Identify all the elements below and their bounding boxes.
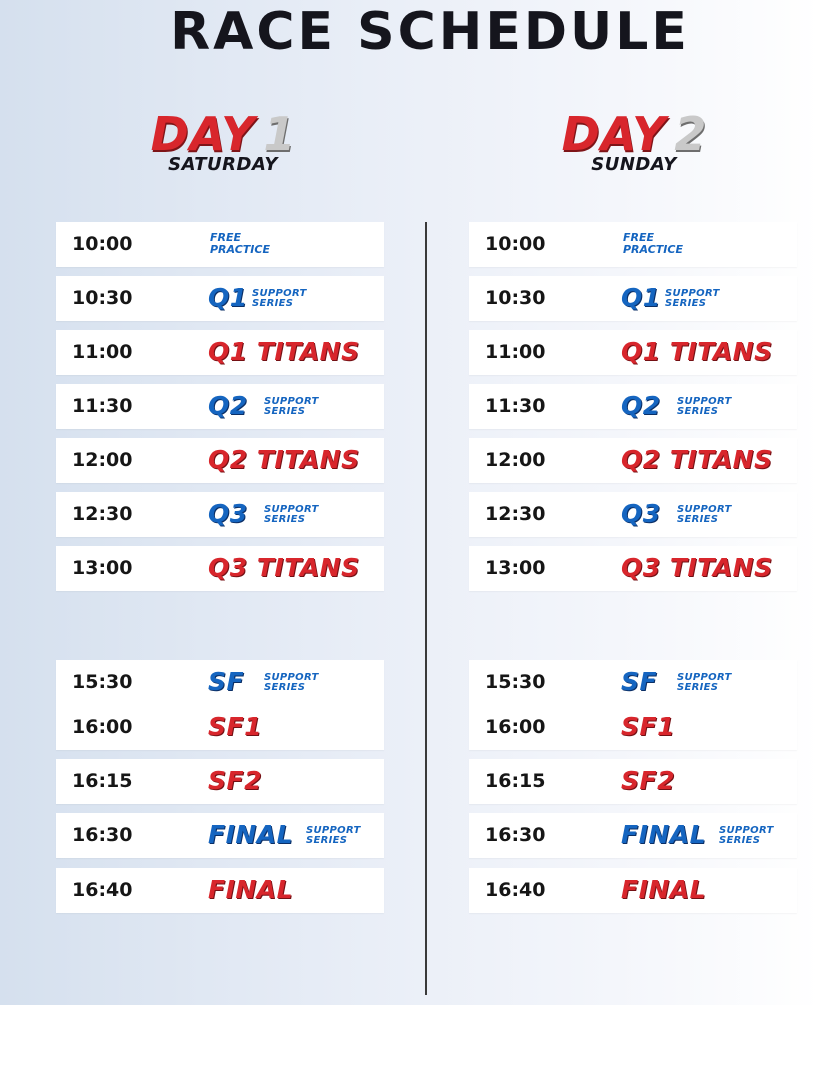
support-tag-line-1: SUPPORT — [252, 288, 307, 299]
support-series-tag — [306, 826, 361, 846]
support-tag-line-1: SUPPORT — [306, 825, 361, 836]
session-label-line-1: FREE — [623, 231, 655, 244]
support-series-tag — [677, 673, 732, 693]
support-series-tag — [252, 289, 307, 309]
session-name — [208, 492, 384, 537]
session-time: 11:00 — [485, 341, 546, 363]
schedule-row — [469, 330, 797, 375]
session-title: SF2 — [621, 766, 675, 795]
session-name — [208, 330, 384, 375]
session-title: Q2 — [621, 391, 661, 420]
schedule-row — [56, 222, 384, 267]
day-1-header — [103, 108, 343, 175]
support-tag-line-2: SERIES — [264, 682, 306, 693]
support-tag-line-1: SUPPORT — [264, 504, 319, 515]
schedule-row — [56, 492, 384, 537]
schedule-row — [469, 813, 797, 858]
day-1-word: DAY — [150, 107, 256, 161]
support-tag-line-2: SERIES — [306, 835, 348, 846]
session-name — [621, 492, 797, 537]
support-tag-line-1: SUPPORT — [264, 396, 319, 407]
session-time: 16:30 — [72, 824, 133, 846]
session-title: Q3 — [621, 499, 661, 528]
day-1-number: 1 — [263, 107, 296, 161]
session-time: 16:15 — [485, 770, 546, 792]
schedule-row — [56, 660, 384, 705]
session-title: Q3 TITANS — [208, 553, 360, 582]
support-series-tag — [677, 397, 732, 417]
session-name — [208, 546, 384, 591]
session-name — [621, 222, 797, 267]
session-name — [621, 813, 797, 858]
support-tag-line-1: SUPPORT — [677, 504, 732, 515]
session-title: FINAL — [621, 820, 707, 849]
session-time: 10:30 — [72, 287, 133, 309]
session-time: 10:00 — [72, 233, 133, 255]
session-name — [208, 705, 384, 750]
session-time: 10:30 — [485, 287, 546, 309]
schedule-row — [56, 546, 384, 591]
support-tag-line-1: SUPPORT — [665, 288, 720, 299]
session-name — [621, 546, 797, 591]
session-label-line-2: PRACTICE — [210, 243, 270, 256]
column-divider — [425, 222, 427, 995]
support-series-tag — [264, 505, 319, 525]
schedule-row — [469, 705, 797, 750]
session-time: 15:30 — [72, 671, 133, 693]
session-name — [208, 660, 384, 705]
support-tag-line-2: SERIES — [264, 406, 306, 417]
schedule-row — [56, 330, 384, 375]
session-time: 16:00 — [72, 716, 133, 738]
session-title: Q1 TITANS — [621, 337, 773, 366]
session-name — [621, 660, 797, 705]
session-title: SF2 — [208, 766, 262, 795]
day-2-heading — [514, 108, 754, 160]
session-title: FINAL — [208, 875, 294, 904]
support-tag-line-1: SUPPORT — [677, 396, 732, 407]
support-tag-line-2: SERIES — [677, 406, 719, 417]
session-name — [621, 868, 797, 913]
session-title: Q3 — [208, 499, 248, 528]
session-title: SF1 — [621, 712, 675, 741]
session-name — [208, 384, 384, 429]
session-label — [623, 232, 683, 256]
support-tag-line-1: SUPPORT — [264, 672, 319, 683]
day-1-heading — [103, 108, 343, 160]
session-name — [621, 759, 797, 804]
support-series-tag — [719, 826, 774, 846]
support-series-tag — [677, 505, 732, 525]
session-name — [621, 330, 797, 375]
session-time: 12:00 — [72, 449, 133, 471]
session-name — [208, 813, 384, 858]
session-time: 13:00 — [485, 557, 546, 579]
session-time: 11:00 — [72, 341, 133, 363]
schedule-row — [469, 546, 797, 591]
session-time: 12:30 — [72, 503, 133, 525]
schedule-row — [469, 384, 797, 429]
session-time: 11:30 — [485, 395, 546, 417]
day-2-weekday: SUNDAY — [591, 154, 677, 175]
schedule-row — [56, 759, 384, 804]
session-title: Q1 — [208, 283, 248, 312]
day-2-number: 2 — [674, 107, 707, 161]
session-time: 16:30 — [485, 824, 546, 846]
session-time: 12:30 — [485, 503, 546, 525]
session-time: 16:00 — [485, 716, 546, 738]
support-tag-line-2: SERIES — [252, 298, 294, 309]
support-series-tag — [264, 673, 319, 693]
schedule-row — [469, 438, 797, 483]
schedule-row — [469, 759, 797, 804]
session-title: SF — [621, 667, 658, 696]
support-tag-line-2: SERIES — [264, 514, 306, 525]
schedule-row — [469, 276, 797, 321]
session-name — [621, 438, 797, 483]
session-name — [208, 759, 384, 804]
session-time: 10:00 — [485, 233, 546, 255]
day-2-word: DAY — [561, 107, 667, 161]
session-label-line-2: PRACTICE — [623, 243, 683, 256]
session-title: Q2 — [208, 391, 248, 420]
schedule-row — [469, 492, 797, 537]
support-tag-line-2: SERIES — [665, 298, 707, 309]
session-name — [208, 868, 384, 913]
support-tag-line-2: SERIES — [677, 682, 719, 693]
schedule-row — [56, 276, 384, 321]
support-tag-line-1: SUPPORT — [719, 825, 774, 836]
support-series-tag — [264, 397, 319, 417]
schedule-row — [56, 705, 384, 750]
schedule-row — [469, 222, 797, 267]
schedule-row — [469, 660, 797, 705]
schedule-row — [56, 438, 384, 483]
session-time: 13:00 — [72, 557, 133, 579]
day-1-weekday: SATURDAY — [168, 154, 278, 175]
session-title: FINAL — [208, 820, 294, 849]
session-title: SF — [208, 667, 245, 696]
page-title: RACE SCHEDULE — [170, 2, 690, 62]
session-title: Q1 TITANS — [208, 337, 360, 366]
session-name — [621, 384, 797, 429]
support-series-tag — [665, 289, 720, 309]
session-time: 16:15 — [72, 770, 133, 792]
day-2-header — [514, 108, 754, 175]
schedule-row — [56, 384, 384, 429]
session-time: 16:40 — [485, 879, 546, 901]
session-title: Q1 — [621, 283, 661, 312]
session-label-line-1: FREE — [210, 231, 242, 244]
session-title: Q3 TITANS — [621, 553, 773, 582]
session-name — [621, 705, 797, 750]
support-tag-line-1: SUPPORT — [677, 672, 732, 683]
session-time: 12:00 — [485, 449, 546, 471]
session-title: Q2 TITANS — [208, 445, 360, 474]
session-name — [208, 438, 384, 483]
schedule-row — [56, 868, 384, 913]
session-time: 11:30 — [72, 395, 133, 417]
support-tag-line-2: SERIES — [677, 514, 719, 525]
support-tag-line-2: SERIES — [719, 835, 761, 846]
schedule-row — [56, 813, 384, 858]
session-title: Q2 TITANS — [621, 445, 773, 474]
session-name — [621, 276, 797, 321]
session-time: 15:30 — [485, 671, 546, 693]
session-name — [208, 276, 384, 321]
session-title: SF1 — [208, 712, 262, 741]
schedule-row — [469, 868, 797, 913]
session-name — [208, 222, 384, 267]
session-title: FINAL — [621, 875, 707, 904]
session-label — [210, 232, 270, 256]
session-time: 16:40 — [72, 879, 133, 901]
